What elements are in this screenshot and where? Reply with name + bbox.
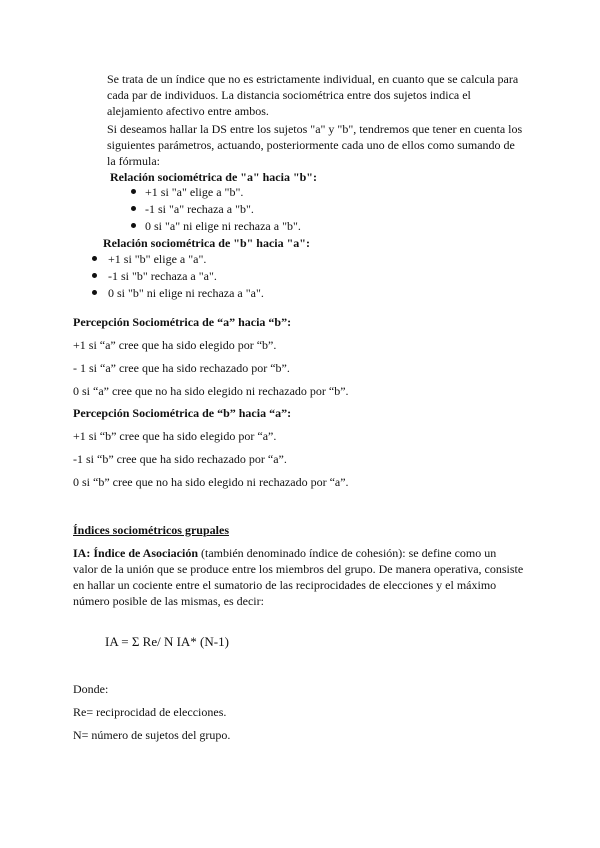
bullet-icon xyxy=(92,290,97,295)
bullet-icon xyxy=(131,189,136,194)
relacion-ab-item-1: +1 si "a" elige a "b". xyxy=(145,185,244,199)
bullet-icon xyxy=(92,273,97,278)
relacion-ba-item-2: -1 si "b" rechaza a "a". xyxy=(108,269,217,283)
relacion-ab-item-2: -1 si "a" rechaza a "b". xyxy=(145,202,254,216)
percepcion-ab-title: Percepción Sociométrica de “a” hacia “b”: xyxy=(73,315,292,329)
intro-p2-line-1: Si deseamos hallar la DS entre los sujetos "a" y "b", tendremos que tener en cuenta los xyxy=(107,122,523,136)
intro-p2-line-3: la fórmula: xyxy=(107,154,160,168)
intro-p1-line-1: Se trata de un índice que no es estrictamente individual, en cuanto que se calcula para xyxy=(107,72,519,86)
ia-definition-line-2: valor de la unión que se produce entre los miembros del grupo. De manera operativa, consiste xyxy=(73,562,524,576)
percepcion-ab-item-3: 0 si “a” cree que no ha sido elegido ni rechazado por “b”. xyxy=(73,384,349,398)
ia-definition-line-4: número posible de las mismas, es decir: xyxy=(73,594,264,608)
relacion-ba-title: Relación sociométrica de "b" hacia "a": xyxy=(103,236,310,250)
bullet-icon xyxy=(131,206,136,211)
percepcion-ba-item-2: -1 si “b” cree que ha sido rechazado por “a”. xyxy=(73,452,287,466)
relacion-ab-item-3: 0 si "a" ni elige ni rechaza a "b". xyxy=(145,219,301,233)
percepcion-ba-title: Percepción Sociométrica de “b” hacia “a”: xyxy=(73,406,292,420)
n-definition: N= número de sujetos del grupo. xyxy=(73,728,231,742)
intro-p2-line-2: siguientes parámetros, actuando, posteriormente cada uno de ellos como sumando de xyxy=(107,138,515,152)
ia-text-first: (también denominado índice de cohesión): se define como un xyxy=(198,546,497,560)
ia-label: IA: Índice de Asociación xyxy=(73,546,199,560)
percepcion-ab-item-1: +1 si “a” cree que ha sido elegido por “b”. xyxy=(73,338,277,352)
percepcion-ab-item-2: - 1 si “a” cree que ha sido rechazado por “b”. xyxy=(73,361,290,375)
grupales-heading: Índices sociométricos grupales xyxy=(73,523,229,537)
intro-p1-line-2: cada par de individuos. La distancia sociométrica entre dos sujetos indica el xyxy=(107,88,471,102)
donde-label: Donde: xyxy=(73,682,109,696)
relacion-ba-item-1: +1 si "b" elige a "a". xyxy=(108,252,207,266)
relacion-ab-title: Relación sociométrica de "a" hacia "b": xyxy=(110,170,317,184)
bullet-icon xyxy=(131,223,136,228)
bullet-icon xyxy=(92,256,97,261)
intro-p1-line-3: alejamiento afectivo entre ambos. xyxy=(107,104,269,118)
ia-formula: IA = Σ Re/ N IA* (N-1) xyxy=(105,634,229,649)
percepcion-ba-item-1: +1 si “b” cree que ha sido elegido por “a”. xyxy=(73,429,277,443)
re-definition: Re= reciprocidad de elecciones. xyxy=(73,705,227,719)
ia-definition-line-3: en hallar un cociente entre el sumatorio de las reciprocidades de elecciones y el máximo xyxy=(73,578,497,592)
relacion-ba-item-3: 0 si "b" ni elige ni rechaza a "a". xyxy=(108,286,264,300)
ia-definition-line-1 xyxy=(73,546,496,560)
percepcion-ba-item-3: 0 si “b” cree que no ha sido elegido ni rechazado por “a”. xyxy=(73,475,349,489)
